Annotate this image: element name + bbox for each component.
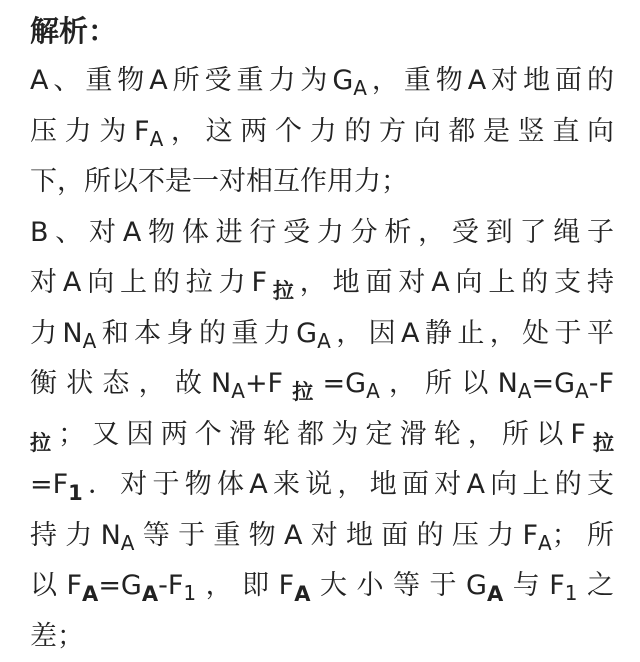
line-segment: 等于重物A对地面的压力F xyxy=(134,519,539,551)
subscript: A xyxy=(353,76,367,100)
line-segment: 持力N xyxy=(30,519,121,551)
line-segment: 之 xyxy=(577,570,615,601)
text-line-6 xyxy=(30,309,614,360)
line-segment: ；又因两个滑轮都为定滑轮，所以F xyxy=(58,418,586,450)
line-segment: ，这两个力的方向都是竖直向 xyxy=(163,115,615,147)
text-line-4 xyxy=(30,208,614,259)
analysis-document xyxy=(30,6,614,662)
subscript: A xyxy=(486,582,504,606)
line-segment: ，即F xyxy=(196,570,295,601)
subscript: A xyxy=(82,582,99,606)
line-segment: ，所以N xyxy=(379,368,518,399)
line-segment: ，重物A对地面的 xyxy=(366,65,614,96)
subscript: A xyxy=(294,582,311,606)
subscript: A xyxy=(82,328,97,353)
subscript: A xyxy=(538,530,552,555)
subscript: 拉 xyxy=(267,279,300,303)
line-segment: =G xyxy=(98,570,142,601)
subscript: A xyxy=(149,126,164,151)
line-segment: ．对于物体A来说，地面对A向上的支 xyxy=(82,469,614,500)
text-line-7 xyxy=(30,359,614,410)
text-line-11 xyxy=(30,561,614,612)
subscript: A xyxy=(141,582,159,606)
line-segment: A、重物A所受重力为G xyxy=(30,65,354,96)
line-segment: +F xyxy=(244,368,284,399)
subscript: 拉 xyxy=(30,430,59,455)
subscript: 拉 xyxy=(283,380,323,404)
text-line-5 xyxy=(30,258,614,309)
line-segment: ；所 xyxy=(551,519,614,551)
subscript: 拉 xyxy=(585,430,615,455)
subscript: A xyxy=(317,328,331,353)
line-segment: -F xyxy=(588,368,614,399)
text-line-12 xyxy=(30,612,614,662)
line-segment: 力N xyxy=(30,317,83,349)
line-segment: =F xyxy=(30,469,69,500)
subscript: 1 xyxy=(68,481,83,505)
line-segment: =G xyxy=(531,368,576,399)
line-segment: ，因A静止，处于平 xyxy=(330,317,614,349)
text-line-10 xyxy=(30,511,614,562)
section-heading: 解析： xyxy=(30,14,118,48)
line-segment: -F xyxy=(158,570,184,601)
subscript: A xyxy=(366,379,380,403)
subscript: 1 xyxy=(183,581,197,605)
line-segment: 压力为F xyxy=(30,115,150,147)
subscript: A xyxy=(231,379,245,403)
line-segment: 差； xyxy=(30,620,84,652)
line-segment: =G xyxy=(322,368,367,399)
subscript: A xyxy=(120,530,135,555)
subscript: 1 xyxy=(564,581,578,605)
text-line-8 xyxy=(30,410,614,461)
text-line-3 xyxy=(30,157,614,208)
subscript: A xyxy=(517,379,532,403)
subscript: A xyxy=(575,379,589,403)
line-segment: 下，所以不是一对相互作用力； xyxy=(30,166,408,197)
line-segment: 以F xyxy=(30,570,83,601)
line-segment: 对A向上的拉力F xyxy=(30,267,268,298)
line-segment: 衡状态，故N xyxy=(30,368,232,399)
text-line-1 xyxy=(30,56,614,107)
line-segment: B、对A物体进行受力分析，受到了绳子 xyxy=(30,216,614,248)
line-segment: ，地面对A向上的支持 xyxy=(299,267,614,298)
line-segment: 和本身的重力G xyxy=(96,317,318,349)
text-line-9 xyxy=(30,460,614,511)
text-line-2 xyxy=(30,107,614,158)
line-segment: 大小等于G xyxy=(310,570,487,601)
line-segment: 与F xyxy=(503,570,565,601)
